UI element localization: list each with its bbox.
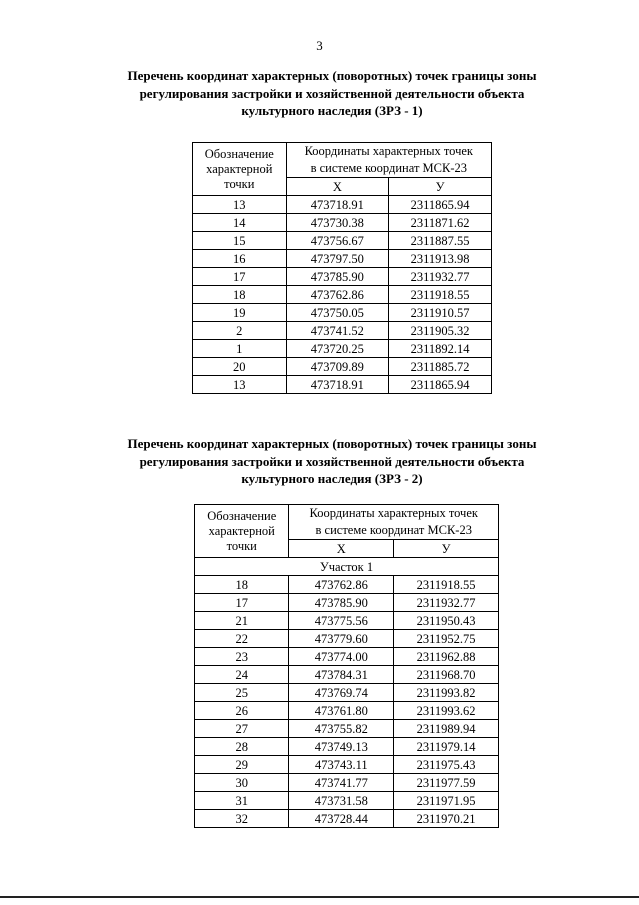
point-number-cell: 18	[193, 286, 287, 304]
title-line: культурного наследия (ЗРЗ - 1)	[241, 103, 423, 118]
x-coordinate-cell: 473769.74	[289, 684, 394, 702]
x-coordinate-cell: 473731.58	[289, 792, 394, 810]
x-coordinate-cell: 473775.56	[289, 612, 394, 630]
point-header-line: Обозначение	[207, 508, 277, 523]
section-title-zrz-2	[60, 435, 604, 488]
y-coordinate-cell: 2311871.62	[389, 214, 492, 232]
table-row	[195, 774, 499, 792]
table-row	[195, 684, 499, 702]
y-coordinate-cell: 2311918.55	[394, 576, 499, 594]
x-header: Х	[289, 540, 394, 558]
y-coordinate-cell: 2311970.21	[394, 810, 499, 828]
x-coordinate-cell: 473743.11	[289, 756, 394, 774]
y-coordinate-cell: 2311989.94	[394, 720, 499, 738]
point-number-cell: 25	[195, 684, 289, 702]
y-coordinate-cell: 2311932.77	[389, 268, 492, 286]
coords-system-header: в системе координат МСК-23	[286, 160, 491, 178]
x-coordinate-cell: 473761.80	[289, 702, 394, 720]
y-coordinate-cell: 2311913.98	[389, 250, 492, 268]
y-coordinate-cell: 2311993.62	[394, 702, 499, 720]
x-coordinate-cell: 473720.25	[286, 340, 389, 358]
point-number-cell: 32	[195, 810, 289, 828]
y-coordinate-cell: 2311865.94	[389, 196, 492, 214]
table-row	[195, 738, 499, 756]
y-coordinate-cell: 2311892.14	[389, 340, 492, 358]
page-number: 3	[316, 38, 323, 53]
point-header-line: характерной	[206, 161, 273, 176]
point-number-cell: 1	[193, 340, 287, 358]
point-number-cell: 13	[193, 196, 287, 214]
point-number-cell: 15	[193, 232, 287, 250]
section-title-zrz-1	[60, 67, 604, 120]
point-number-cell: 24	[195, 666, 289, 684]
table-row	[193, 358, 492, 376]
bottom-rule	[0, 896, 639, 898]
table-row	[193, 250, 492, 268]
y-coordinate-cell: 2311910.57	[389, 304, 492, 322]
x-coordinate-cell: 473779.60	[289, 630, 394, 648]
point-number-cell: 30	[195, 774, 289, 792]
point-number-cell: 22	[195, 630, 289, 648]
y-coordinate-cell: 2311977.59	[394, 774, 499, 792]
table-row	[195, 594, 499, 612]
y-header: У	[394, 540, 499, 558]
table-body	[195, 558, 499, 828]
point-header	[195, 505, 289, 558]
table-row	[195, 666, 499, 684]
y-coordinate-cell: 2311952.75	[394, 630, 499, 648]
table-row	[193, 304, 492, 322]
point-number-cell: 27	[195, 720, 289, 738]
table-row	[193, 232, 492, 250]
x-coordinate-cell: 473755.82	[289, 720, 394, 738]
y-coordinate-cell: 2311993.82	[394, 684, 499, 702]
table-row	[193, 322, 492, 340]
table-row	[195, 702, 499, 720]
x-coordinate-cell: 473718.91	[286, 376, 389, 394]
y-coordinate-cell: 2311885.72	[389, 358, 492, 376]
table-row	[195, 612, 499, 630]
point-header-line: характерной	[208, 523, 275, 538]
title-line: культурного наследия (ЗРЗ - 2)	[241, 471, 423, 486]
table-row	[195, 756, 499, 774]
coords-header: Координаты характерных точек	[286, 143, 491, 161]
y-coordinate-cell: 2311905.32	[389, 322, 492, 340]
y-coordinate-cell: 2311968.70	[394, 666, 499, 684]
x-coordinate-cell: 473762.86	[286, 286, 389, 304]
x-coordinate-cell: 473774.00	[289, 648, 394, 666]
y-coordinate-cell: 2311979.14	[394, 738, 499, 756]
subsection-label: Участок 1	[195, 558, 499, 576]
table-row	[195, 720, 499, 738]
point-number-cell: 2	[193, 322, 287, 340]
x-coordinate-cell: 473741.77	[289, 774, 394, 792]
point-number-cell: 17	[193, 268, 287, 286]
point-number-cell: 23	[195, 648, 289, 666]
x-coordinate-cell: 473750.05	[286, 304, 389, 322]
coordinates-table-zrz-2	[194, 504, 499, 828]
x-coordinate-cell: 473749.13	[289, 738, 394, 756]
x-coordinate-cell: 473797.50	[286, 250, 389, 268]
point-number-cell: 29	[195, 756, 289, 774]
table-row	[193, 196, 492, 214]
table-row	[193, 268, 492, 286]
coords-header: Координаты характерных точек	[289, 505, 499, 523]
table-row	[195, 810, 499, 828]
title-line: регулирования застройки и хозяйственной деятельности объекта	[139, 453, 525, 469]
title-line: регулирования застройки и хозяйственной деятельности объекта	[139, 85, 525, 101]
table-row	[193, 376, 492, 394]
x-coordinate-cell: 473718.91	[286, 196, 389, 214]
y-coordinate-cell: 2311865.94	[389, 376, 492, 394]
x-coordinate-cell: 473785.90	[289, 594, 394, 612]
x-coordinate-cell: 473756.67	[286, 232, 389, 250]
point-number-cell: 21	[195, 612, 289, 630]
point-number-cell: 16	[193, 250, 287, 268]
title-line: Перечень координат характерных (поворотных) точек границы зоны	[127, 68, 537, 83]
y-header: У	[389, 178, 492, 196]
point-number-cell: 26	[195, 702, 289, 720]
table-body	[193, 196, 492, 394]
point-header-line: точки	[224, 176, 255, 191]
point-number-cell: 13	[193, 376, 287, 394]
y-coordinate-cell: 2311887.55	[389, 232, 492, 250]
table-row	[193, 214, 492, 232]
table-row	[193, 286, 492, 304]
y-coordinate-cell: 2311975.43	[394, 756, 499, 774]
x-coordinate-cell: 473730.38	[286, 214, 389, 232]
point-number-cell: 28	[195, 738, 289, 756]
coords-system-header: в системе координат МСК-23	[289, 522, 499, 540]
y-coordinate-cell: 2311962.88	[394, 648, 499, 666]
table-row	[195, 630, 499, 648]
point-number-cell: 19	[193, 304, 287, 322]
point-number-cell: 31	[195, 792, 289, 810]
point-header-line: Обозначение	[204, 146, 274, 161]
x-coordinate-cell: 473762.86	[289, 576, 394, 594]
y-coordinate-cell: 2311932.77	[394, 594, 499, 612]
point-number-cell: 18	[195, 576, 289, 594]
x-coordinate-cell: 473741.52	[286, 322, 389, 340]
x-coordinate-cell: 473709.89	[286, 358, 389, 376]
x-coordinate-cell: 473784.31	[289, 666, 394, 684]
table-row	[193, 340, 492, 358]
table-row	[195, 792, 499, 810]
point-header-line: точки	[226, 538, 257, 553]
point-number-cell: 20	[193, 358, 287, 376]
title-line: Перечень координат характерных (поворотных) точек границы зоны	[127, 436, 537, 451]
x-coordinate-cell: 473728.44	[289, 810, 394, 828]
coordinates-table-zrz-1	[192, 142, 492, 394]
y-coordinate-cell: 2311971.95	[394, 792, 499, 810]
x-header: Х	[286, 178, 389, 196]
table-row	[195, 648, 499, 666]
x-coordinate-cell: 473785.90	[286, 268, 389, 286]
y-coordinate-cell: 2311950.43	[394, 612, 499, 630]
y-coordinate-cell: 2311918.55	[389, 286, 492, 304]
point-number-cell: 14	[193, 214, 287, 232]
table-row	[195, 576, 499, 594]
point-number-cell: 17	[195, 594, 289, 612]
point-header	[193, 143, 287, 196]
